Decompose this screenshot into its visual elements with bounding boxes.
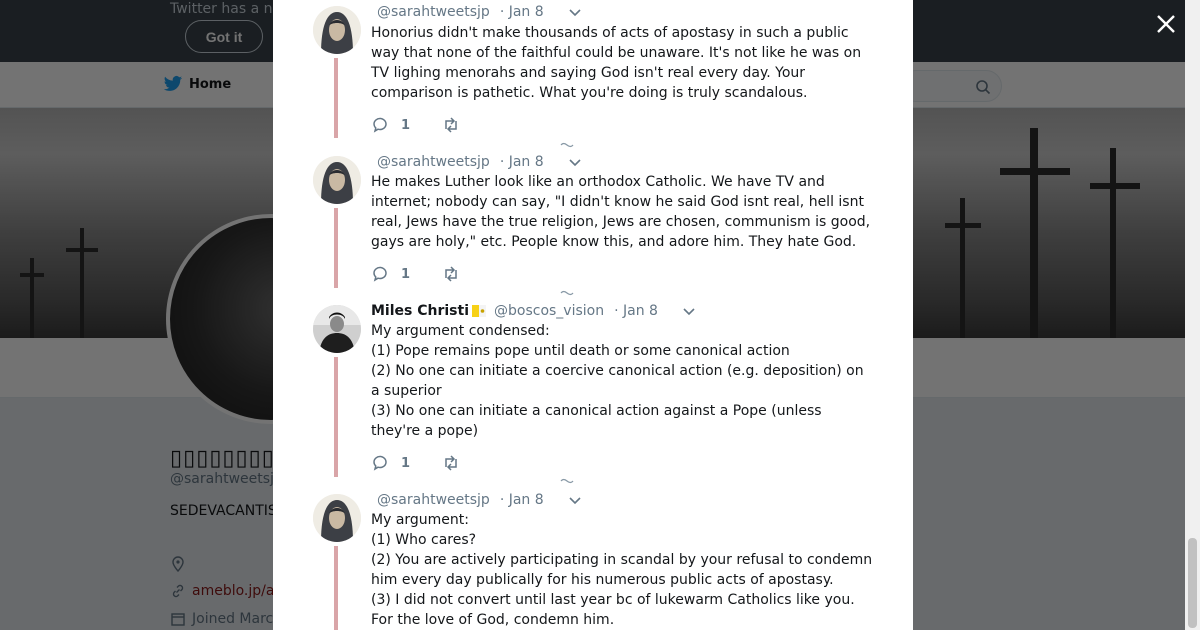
tweet-line: TV lighing menorahs and saying God isn't real every day. Your bbox=[371, 65, 806, 81]
tweet-line: (2) You are actively participating in scandal by your refusal to condemn bbox=[371, 552, 873, 568]
tweet-header bbox=[371, 303, 696, 319]
tweet-line: (2) No one can initiate a coercive canonical action (e.g. deposition) on bbox=[371, 363, 864, 379]
reply-count: 1 bbox=[401, 266, 411, 282]
reply-button[interactable] bbox=[371, 454, 410, 472]
chevron-down-icon[interactable] bbox=[568, 5, 582, 19]
close-icon bbox=[1153, 11, 1179, 37]
tweet-handle[interactable]: @boscos_vision bbox=[494, 303, 605, 319]
tweet-line: they're a pope) bbox=[371, 423, 479, 439]
thread-line bbox=[334, 546, 338, 630]
tweet-line: Honorius didn't make thousands of acts of apostasy in such a public bbox=[371, 25, 849, 41]
vatican-flag-icon bbox=[472, 305, 486, 317]
tweet-line: (1) Who cares? bbox=[371, 532, 477, 548]
tweet-line: comparison is pathetic. What you're doing is truly scandalous. bbox=[371, 85, 808, 101]
tweet-line: For the love of God, condemn him. bbox=[371, 612, 615, 628]
tweet-line: a superior bbox=[371, 383, 442, 399]
thread-more-dots bbox=[560, 478, 574, 484]
tweet-avatar[interactable] bbox=[313, 156, 361, 204]
priest-avatar-icon bbox=[313, 305, 361, 353]
retweet-button[interactable] bbox=[442, 265, 460, 283]
thread-line bbox=[334, 357, 338, 477]
chevron-down-icon[interactable] bbox=[568, 493, 582, 507]
tweet-date[interactable]: · Jan 8 bbox=[499, 4, 544, 20]
reply-count: 1 bbox=[401, 117, 411, 133]
tweet-item[interactable] bbox=[273, 299, 913, 489]
tweet-header bbox=[371, 492, 582, 508]
tweet-handle[interactable]: @sarahtweetsjp bbox=[377, 4, 490, 20]
tweet-display-name[interactable]: Miles Christi bbox=[371, 303, 469, 319]
tweet-text bbox=[371, 23, 876, 103]
tweet-line: gays are holy," etc. People know this, and adore him. They hate God. bbox=[371, 234, 857, 250]
tweet-date[interactable]: · Jan 8 bbox=[614, 303, 658, 319]
madonna-avatar-icon bbox=[313, 156, 361, 204]
tweet-actions bbox=[371, 454, 460, 472]
tweet-thread-modal bbox=[273, 0, 913, 630]
thread-line bbox=[334, 208, 338, 288]
thread-more-dots bbox=[560, 290, 574, 296]
tweet-date[interactable]: · Jan 8 bbox=[499, 154, 544, 170]
tweet-line: He makes Luther look like an orthodox Catholic. We have TV and bbox=[371, 174, 825, 190]
page-scrollbar[interactable] bbox=[1185, 0, 1200, 630]
tweet-text bbox=[371, 321, 876, 441]
chevron-down-icon[interactable] bbox=[682, 304, 696, 318]
tweet-header bbox=[371, 154, 582, 170]
retweet-icon bbox=[442, 454, 460, 472]
retweet-icon bbox=[442, 116, 460, 134]
tweet-avatar[interactable] bbox=[313, 494, 361, 542]
tweet-handle[interactable]: @sarahtweetsjp bbox=[377, 154, 490, 170]
tweet-text bbox=[371, 510, 876, 630]
reply-button[interactable] bbox=[371, 116, 410, 134]
tweet-actions bbox=[371, 265, 460, 283]
tweet-date[interactable]: · Jan 8 bbox=[499, 492, 544, 508]
reply-icon bbox=[371, 454, 389, 472]
tweet-line: internet; nobody can say, "I didn't know he said God isnt real, hell isnt bbox=[371, 194, 864, 210]
retweet-icon bbox=[442, 265, 460, 283]
tweet-item[interactable] bbox=[273, 488, 913, 630]
reply-button[interactable] bbox=[371, 265, 410, 283]
tweet-line: (1) Pope remains pope until death or some canonical action bbox=[371, 343, 790, 359]
tweet-line: him every day publically for his numerous public acts of apostasy. bbox=[371, 572, 834, 588]
tweet-line: (3) No one can initiate a canonical action against a Pope (unless bbox=[371, 403, 822, 419]
tweet-line: real, Jews have the true religion, Jews are chosen, communism is good, bbox=[371, 214, 871, 230]
madonna-avatar-icon bbox=[313, 494, 361, 542]
retweet-button[interactable] bbox=[442, 454, 460, 472]
thread-more-dots bbox=[560, 142, 574, 148]
tweet-header bbox=[371, 4, 582, 20]
reply-count: 1 bbox=[401, 455, 411, 471]
thread-line bbox=[334, 58, 338, 138]
tweet-line: way that none of the faithful could be unaware. It's not like he was on bbox=[371, 45, 862, 61]
tweet-line: My argument condensed: bbox=[371, 323, 550, 339]
reply-icon bbox=[371, 116, 389, 134]
chevron-down-icon[interactable] bbox=[568, 155, 582, 169]
close-button[interactable] bbox=[1153, 11, 1179, 37]
tweet-actions bbox=[371, 116, 460, 134]
tweet-avatar[interactable] bbox=[313, 305, 361, 353]
reply-icon bbox=[371, 265, 389, 283]
tweet-handle[interactable]: @sarahtweetsjp bbox=[377, 492, 490, 508]
madonna-avatar-icon bbox=[313, 6, 361, 54]
tweet-line: (3) I did not convert until last year bc of lukewarm Catholics like you. bbox=[371, 592, 855, 608]
tweet-item[interactable] bbox=[273, 0, 913, 150]
scrollbar-thumb[interactable] bbox=[1188, 538, 1197, 628]
tweet-item[interactable] bbox=[273, 150, 913, 300]
retweet-button[interactable] bbox=[442, 116, 460, 134]
tweet-text bbox=[371, 172, 876, 252]
tweet-line: My argument: bbox=[371, 512, 469, 528]
tweet-avatar[interactable] bbox=[313, 6, 361, 54]
